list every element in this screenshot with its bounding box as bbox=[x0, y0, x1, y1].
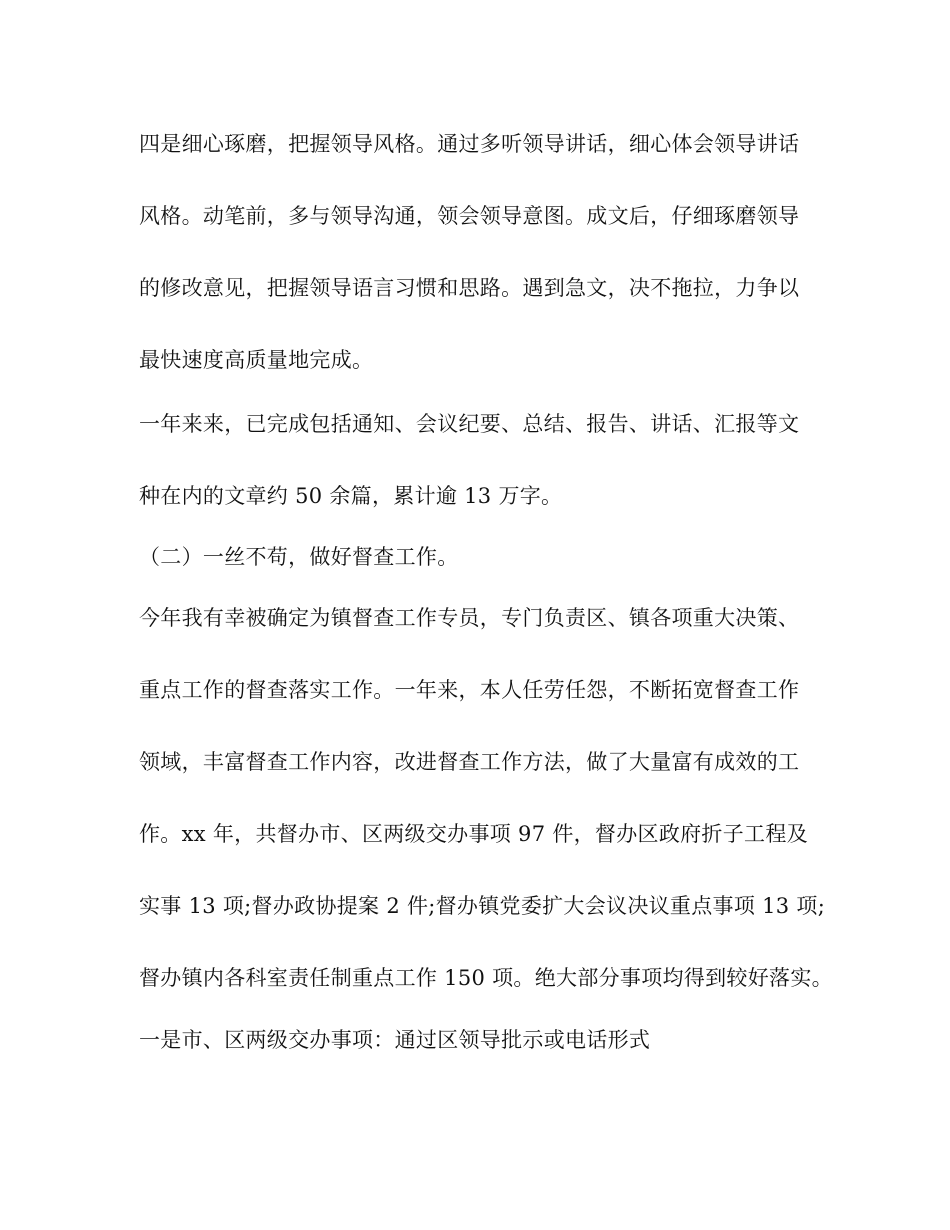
paragraph-line-5: 一年来来，已完成包括通知、会议纪要、总结、报告、讲话、汇报等文 bbox=[139, 412, 800, 436]
paragraph-line-1: 四是细心琢磨，把握领导风格。通过多听领导讲话，细心体会领导讲话 bbox=[139, 132, 800, 156]
paragraph-line-11: 作。xx 年，共督办市、区两级交办事项 97 件，督办区政府折子工程及 bbox=[139, 822, 808, 846]
paragraph-line-14: 一是市、区两级交办事项：通过区领导批示或电话形式 bbox=[139, 1028, 651, 1052]
paragraph-line-6: 种在内的文章约 50 余篇，累计逾 13 万字。 bbox=[139, 484, 563, 508]
section-heading: （二）一丝不苟，做好督查工作。 bbox=[139, 545, 459, 569]
paragraph-line-3: 的修改意见，把握领导语言习惯和思路。遇到急文，决不拖拉，力争以 bbox=[139, 276, 800, 300]
paragraph-line-12: 实事 13 项;督办政协提案 2 件;督办镇党委扩大会议决议重点事项 13 项; bbox=[139, 894, 826, 918]
paragraph-line-13: 督办镇内各科室责任制重点工作 150 项。绝大部分事项均得到较好落实。 bbox=[139, 966, 833, 990]
paragraph-line-8: 今年我有幸被确定为镇督查工作专员，专门负责区、镇各项重大决策、 bbox=[139, 606, 800, 630]
paragraph-line-10: 领域，丰富督查工作内容，改进督查工作方法，做了大量富有成效的工 bbox=[139, 750, 800, 774]
paragraph-line-4: 最快速度高质量地完成。 bbox=[139, 348, 374, 372]
paragraph-line-2: 风格。动笔前，多与领导沟通，领会领导意图。成文后，仔细琢磨领导 bbox=[139, 204, 800, 228]
paragraph-line-9: 重点工作的督查落实工作。一年来，本人任劳任怨，不断拓宽督查工作 bbox=[139, 678, 800, 702]
